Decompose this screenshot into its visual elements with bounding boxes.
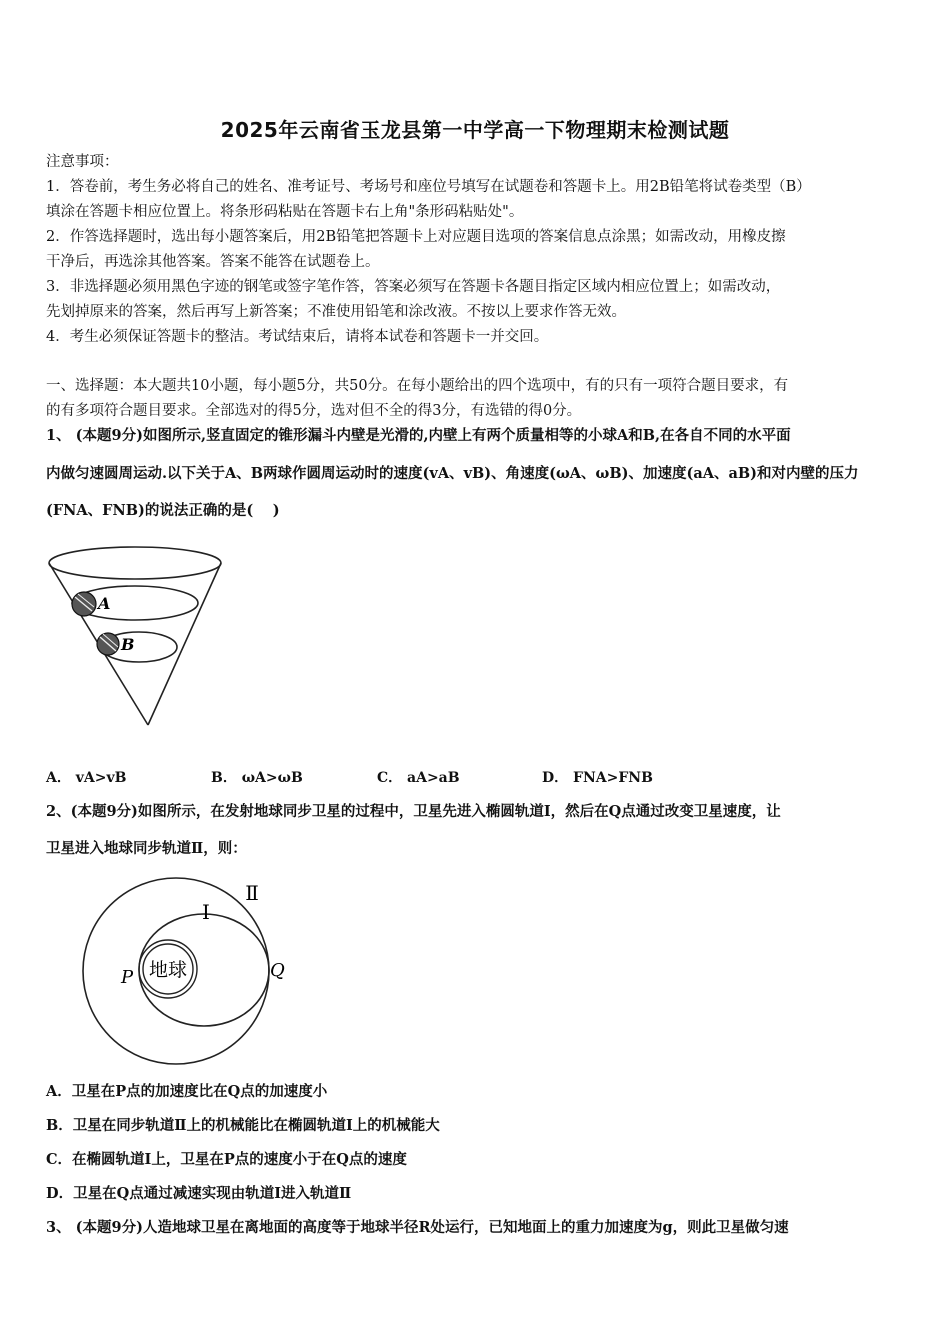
point-p-label: P (121, 967, 134, 988)
section-intro: 一、选择题：本大题共10小题，每小题5分，共50分。在每小题给出的四个选项中，有的只有一项符合题目要求，有 (46, 378, 789, 394)
q1-option-a[interactable]: A． vA>vB (46, 770, 127, 786)
q2-option-a[interactable]: A．卫星在P点的加速度比在Q点的加速度小 (46, 1083, 328, 1100)
q1-option-d[interactable]: D． FNA>FNB (542, 770, 653, 786)
notice-heading: 注意事项： (46, 154, 119, 170)
question-1-text: 内做匀速圆周运动.以下关于A、B两球作圆周运动时的速度(vA、vB)、角速度(ωA、ωB)、加速度(aA、aB)和对内壁的压力 (46, 465, 859, 482)
ball-a-icon (72, 592, 96, 616)
question-1-text: 1、 (本题9分)如图所示,竖直固定的锥形漏斗内壁是光滑的,内壁上有两个质量相等的小球A和B,在各自不同的水平面 (46, 427, 791, 444)
point-q-label: Q (270, 960, 285, 981)
notice-line: 干净后，再选涂其他答案。答案不能答在试题卷上。 (46, 254, 380, 270)
q2-option-c[interactable]: C．在椭圆轨道Ⅰ上，卫星在P点的速度小于在Q点的速度 (46, 1151, 407, 1168)
orbit-diagram (80, 875, 295, 1065)
section-intro: 的有多项符合题目要求。全部选对的得5分，选对但不全的得3分，有选错的得0分。 (46, 403, 582, 419)
funnel-diagram (48, 545, 228, 730)
q2-option-b[interactable]: B．卫星在同步轨道Ⅱ上的机械能比在椭圆轨道Ⅰ上的机械能大 (46, 1117, 440, 1134)
orbit-1-label: Ⅰ (202, 900, 210, 924)
question-2-text: 2、(本题9分)如图所示，在发射地球同步卫星的过程中，卫星先进入椭圆轨道Ⅰ，然后在Q点通过改变卫星速度，让 (46, 803, 781, 820)
question-1-text: (FNA、FNB)的说法正确的是( ) (46, 502, 280, 519)
orbit-2-label: Ⅱ (245, 881, 259, 905)
page-title: 2025年云南省玉龙县第一中学高一下物理期末检测试题 (220, 118, 730, 142)
ball-b-label: B (121, 635, 135, 654)
notice-line: 3．非选择题必须用黑色字迹的钢笔或签字笔作答，答案必须写在答题卡各题目指定区域内相应位置上；如需改动， (46, 279, 781, 295)
q1-option-c[interactable]: C． aA>aB (377, 770, 460, 786)
notice-line: 填涂在答题卡相应位置上。将条形码粘贴在答题卡右上角"条形码粘贴处"。 (46, 204, 524, 220)
q2-option-d[interactable]: D．卫星在Q点通过减速实现由轨道Ⅰ进入轨道Ⅱ (46, 1185, 352, 1202)
notice-line: 4．考生必须保证答题卡的整洁。考试结束后，请将本试卷和答题卡一并交回。 (46, 329, 549, 345)
ball-a-label: A (98, 594, 111, 613)
earth-label: 地球 (148, 959, 188, 981)
question-3-text: 3、 (本题9分)人造地球卫星在离地面的高度等于地球半径R处运行，已知地面上的重力加速度为g，则此卫星做匀速 (46, 1219, 789, 1236)
notice-line: 2．作答选择题时，选出每小题答案后，用2B铅笔把答题卡上对应题目选项的答案信息点涂黑；如需改动，用橡皮擦 (46, 229, 786, 245)
ball-b-icon (97, 633, 119, 655)
question-2-text: 卫星进入地球同步轨道Ⅱ，则： (46, 840, 247, 857)
notice-line: 1．答卷前，考生务必将自己的姓名、准考证号、考场号和座位号填写在试题卷和答题卡上。用2B铅笔将试卷类型（B） (46, 179, 811, 195)
notice-line: 先划掉原来的答案，然后再写上新答案；不准使用铅笔和涂改液。不按以上要求作答无效。 (46, 304, 626, 320)
q1-option-b[interactable]: B． ωA>ωB (211, 770, 303, 786)
